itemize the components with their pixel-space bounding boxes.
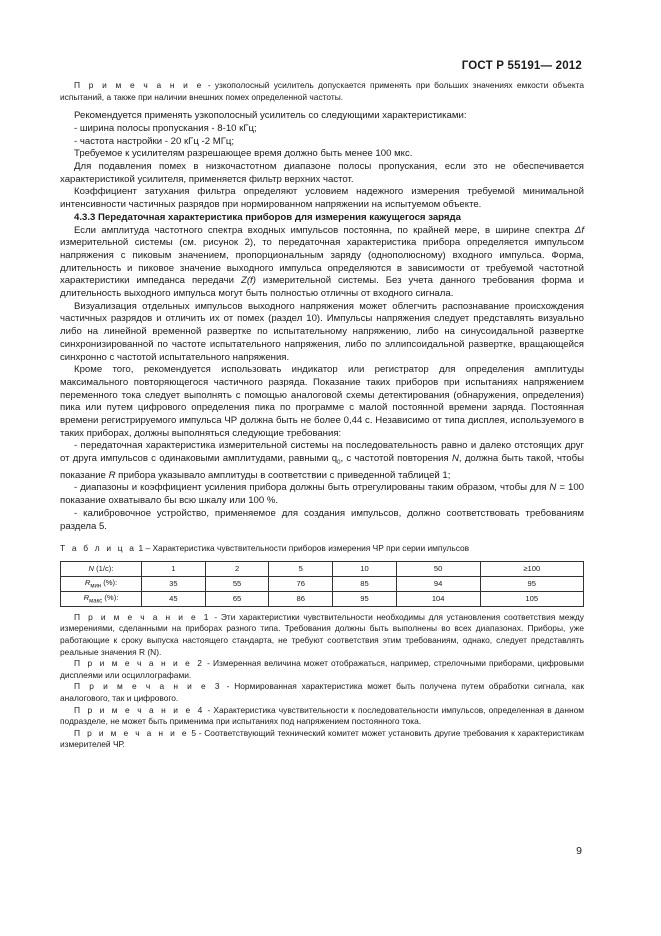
delta-f-symbol: Δf bbox=[574, 224, 584, 236]
table-row bbox=[61, 561, 584, 576]
note-label: П р и м е ч а н и е 3 bbox=[74, 681, 222, 692]
table-cell: 50 bbox=[396, 561, 480, 576]
table-cell: 10 bbox=[333, 561, 397, 576]
narrow-item-bandwidth: - ширина полосы пропускания - 8-10 кГц; bbox=[74, 122, 257, 134]
note-label: П р и м е ч а н и е 2 bbox=[74, 658, 205, 669]
note-item bbox=[60, 728, 584, 751]
zf-symbol: Z(f) bbox=[240, 275, 256, 287]
section-heading: 4.3.3 Передаточная характеристика приборов для измерения кажущегося заряда bbox=[74, 211, 461, 223]
note-item bbox=[60, 658, 584, 681]
note-text: - Эти характеристики чувствительности необходимы для установления соответствия между измерениями, сделанными на приборах разного типа. Требования должны быть выполнены во всех диапазонах. Приборы, уже работающие к сроку выпуска настоящего стандарта, не требуют соответствия этим требованиям, однако, следует представлять реальные значения R (N). bbox=[60, 611, 584, 657]
note-top bbox=[60, 80, 584, 103]
note-top-text: - узкополосный усилитель допускается применять при больших значениях емкости объекта испытаний, а также при наличии внешних помех определенной частоты. bbox=[60, 80, 584, 102]
table-cell: 94 bbox=[396, 576, 480, 591]
table-cell: 86 bbox=[269, 591, 333, 606]
table-row bbox=[61, 591, 584, 606]
note-text: - Характеристика чувствительности к последовательности импульсов, определенная в данном подразделе, не может быть применима при испытаниях под напряжением постоянного тока. bbox=[60, 704, 584, 727]
note-label: П р и м е ч а н и е 1 bbox=[74, 611, 211, 622]
note-label: П р и м е ч а н и е 4 bbox=[74, 704, 205, 715]
sensitivity-table bbox=[60, 561, 584, 607]
requirement-2: - диапазоны и коэффициент усиления прибора должны быть отрегулированы таким образом, чтобы для N = 100 показание охватывало бы всю шкалу или 100 %. bbox=[60, 482, 584, 507]
table-cell: ≥100 bbox=[480, 561, 584, 576]
table-cell: 5 bbox=[269, 561, 333, 576]
narrow-intro: Рекомендуется применять узкополосный усилитель со следующими характеристиками: bbox=[74, 110, 467, 122]
note-item bbox=[60, 705, 584, 728]
note-item bbox=[60, 612, 584, 658]
table-cell: 65 bbox=[205, 591, 269, 606]
note-text: - Нормированная характеристика может быть получена путем обработки сигнала, как аналогового, так и цифрового. bbox=[60, 681, 584, 704]
table-row-header: N (1/с): bbox=[61, 561, 142, 576]
table-cell: 105 bbox=[480, 591, 584, 606]
table-row bbox=[61, 576, 584, 591]
table-cell: 95 bbox=[480, 576, 584, 591]
table-title: Т а б л и ц а 1 – Характеристика чувствительности приборов измерения ЧР при серии импульсов bbox=[60, 543, 470, 554]
note-text: - Измеренная величина может отображаться, например, стрелочными приборами, цифровыми дисплеями или осциллографами. bbox=[60, 658, 584, 680]
table-cell: 2 bbox=[205, 561, 269, 576]
requirement-1: - передаточная характеристика измерительной системы на последовательность равно и далеко отстоящих друг от друга импульсов с одинаковыми амплитудами, равными $q_0$, с частотой повторения N, должна быть такой, чтобы показание R прибора указывало амплитуды в соответствии с приведенной таблицей 1; bbox=[60, 440, 585, 481]
table-row-header: $R_{макс}$ (%): bbox=[61, 591, 142, 606]
page-body bbox=[60, 80, 584, 751]
table-cell: 45 bbox=[142, 591, 206, 606]
notes-block bbox=[60, 612, 584, 751]
narrow-item-frequency: - частота настройки - 20 кГц -2 МГц; bbox=[74, 135, 235, 147]
section-paragraph-3: Кроме того, рекомендуется использовать индикатор или регистратор для определения амплитуды максимального повторяющегося частичного разряда. Показание таких приборов при испытаниях напряжением переменного тока следует выполнять с помощью аналоговой схемы детектирования (обнаружения, определения) пика или путем цифрового определения пика по программе с малой постоянной времени заряда. Постоянная времени регистрируемого импульса ЧР должна быть не более 0,44 с. Независимо от типа дисплея, используемого в таких приборах, должны выполняться следующие требования: bbox=[60, 364, 584, 439]
note-text: 5 - Соответствующий технический комитет может установить другие требования к характеристикам измерителей ЧР. bbox=[60, 727, 585, 750]
table-cell: 35 bbox=[142, 576, 206, 591]
narrow-attenuation: Коэффициент затухания фильтра определяют условием надежного измерения требуемой минимальной интенсивности частичных разрядов при нормированном напряжении на испытуемом объекте. bbox=[60, 186, 584, 211]
section-paragraph-2: Визуализация отдельных импульсов выходного напряжения может облегчить распознавание происхождения частичных разрядов и отличить их от помех (раздел 10). Импульсы напряжения следует представлять визуально либо на линейной временной развертке по испытательному напряжению, либо на синусоидальной развертке синхронизированной по частоте испытательного напряжения, либо по эллипсоидальной развертке, вращающейся синхронно с частотой испытательного напряжения. bbox=[60, 300, 584, 363]
table-cell: 55 bbox=[205, 576, 269, 591]
table-cell: 76 bbox=[269, 576, 333, 591]
document-header: ГОСТ Р 55191— 2012 bbox=[461, 60, 582, 72]
table-cell: 95 bbox=[333, 591, 397, 606]
table-cell: 104 bbox=[396, 591, 480, 606]
table-cell: 85 bbox=[333, 576, 397, 591]
table-cell: 1 bbox=[142, 561, 206, 576]
table-row-header: $R_{мин}$ (%): bbox=[61, 576, 142, 591]
note-top-label: П р и м е ч а н и е bbox=[74, 80, 204, 90]
note-label: П р и м е ч а н и е bbox=[74, 727, 189, 738]
narrow-filter: Для подавления помех в низкочастотном диапазоне полосы пропускания, если это не обеспечивается характеристикой усилителя, применяется фильтр верхних частот. bbox=[60, 161, 584, 185]
narrow-resolution: Требуемое к усилителям разрешающее время должно быть менее 100 мкс. bbox=[74, 148, 413, 160]
page-number: 9 bbox=[576, 845, 582, 857]
requirement-3: - калибровочное устройство, применяемое для создания импульсов, должно соответствовать требованиям раздела 5. bbox=[60, 507, 584, 532]
section-paragraph-1: Если амплитуда частотного спектра входных импульсов постоянна, по крайней мере, в ширине спектра Δf измерительной системы (см. рисунок 2), то передаточная характеристика прибора определяется импульсом напряжения с пиковым значением, пропорциональным заряду (однополюсному) входного импульса. Форма, длительность и пиковое значение выходного импульса определяются в зависимости от требуемой частотной характеристики импеданса передачи Z(f) измерительной системы. Без учета данного требования форма и длительность выходного импульса могут быть полностью отличны от входного сигнала. bbox=[60, 224, 584, 300]
note-item bbox=[60, 681, 584, 704]
